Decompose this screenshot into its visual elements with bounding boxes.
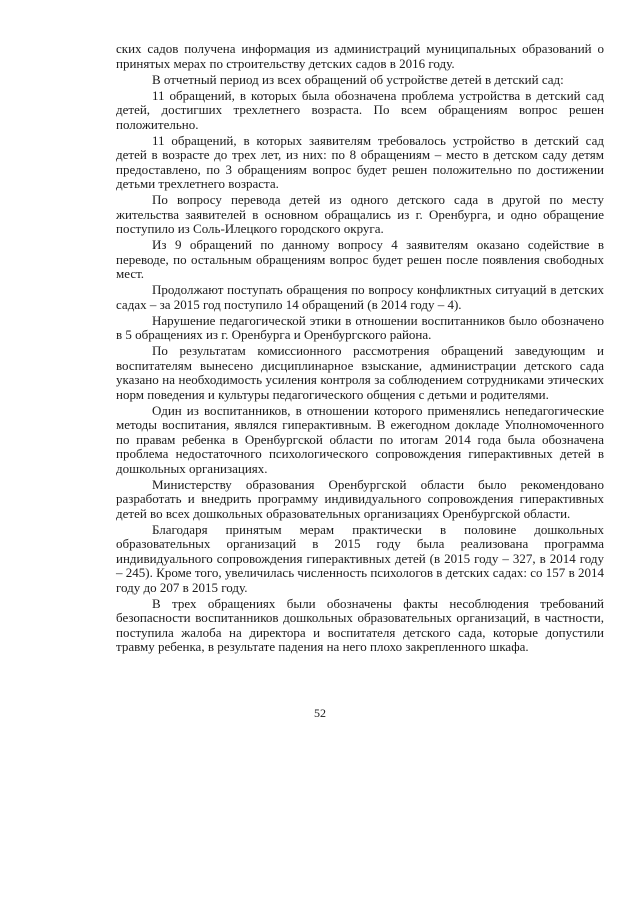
paragraph: 11 обращений, в которых заявителям требовалось устройство в детский сад детей в возрасте до трех лет, из них: по 8 обращениям – место в детском саду детям предоставлено, по 3 обращениям вопрос будет решен положительно по достижении детьми трехлетнего возраста.: [116, 132, 604, 191]
paragraph: Благодаря принятым мерам практически в половине дошкольных образовательных организаций в 2015 году была реализована программа индивидуального сопровождения гиперактивных детей (в 2015 году – 327, в 2014 году – 245). Кроме того, увеличилась численность психологов в детских садах: со 157 в 2014 году до 207 в 2015 году.: [116, 521, 604, 595]
page-number: 52: [314, 706, 326, 720]
paragraph: Министерству образования Оренбургской области было рекомендовано разработать и внедрить программу индивидуального сопровождения гиперактивных детей во всех дошкольных образовательных организациях Оренбургской области.: [116, 476, 604, 521]
paragraph: 11 обращений, в которых была обозначена проблема устройства в детский сад детей, достигших трехлетнего возраста. По всем обращениям вопрос решен положительно.: [116, 87, 604, 132]
paragraph: Один из воспитанников, в отношении которого применялись непедагогические методы воспитания, являлся гиперактивным. В ежегодном докладе Уполномоченного по правам ребенка в Оренбургской области по итогам 2014 года была обозначена проблема недостаточного психологического сопровождения гиперактивных детей в дошкольных организациях.: [116, 402, 604, 476]
paragraph-continuation: ских садов получена информация из администраций муниципальных образований о принятых мерах по строительству детских садов в 2016 году.: [116, 41, 604, 71]
paragraph: По результатам комиссионного рассмотрения обращений заведующим и воспитателям вынесено дисциплинарное взыскание, администрации детского сада указано на необходимость усиления контроля за соблюдением сотрудниками этических норм поведения и культуры педагогического общения с детьми и родителями.: [116, 343, 604, 402]
paragraph: Из 9 обращений по данному вопросу 4 заявителям оказано содействие в переводе, по остальным обращениям вопрос будет решен после появления свободных мест.: [116, 237, 604, 281]
paragraph: По вопросу перевода детей из одного детского сада в другой по месту жительства заявителей в основном обращались из г. Оренбурга, и одно обращение поступило из Соль-Илецкого городского округа.: [116, 192, 604, 236]
paragraph: В трех обращениях были обозначены факты несоблюдения требований безопасности воспитанников дошкольных образовательных организаций, в частности, поступила жалоба на директора и воспитателя детского сада, которые допустили травму ребенка, в результате падения на него плохо закрепленного шкафа.: [116, 595, 604, 654]
body-text: [116, 42, 604, 656]
paragraph: В отчетный период из всех обращений об устройстве детей в детский сад:: [152, 71, 564, 87]
paragraph: Продолжают поступать обращения по вопросу конфликтных ситуаций в детских садах – за 2015 год поступило 14 обращений (в 2014 году – 4).: [116, 282, 604, 312]
paragraph: Нарушение педагогической этики в отношении воспитанников было обозначено в 5 обращениях из г. Оренбурга и Оренбургского района.: [116, 312, 604, 342]
